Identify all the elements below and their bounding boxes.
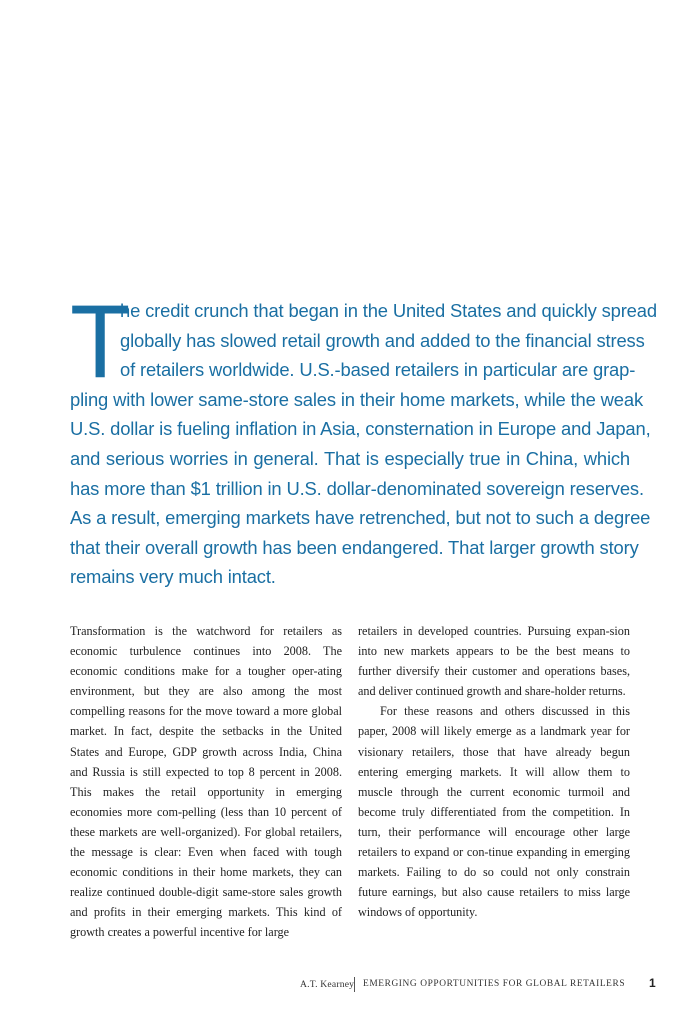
- page-number: 1: [649, 976, 656, 990]
- footer-divider: [354, 977, 355, 992]
- lead-line: As a result, emerging markets have retrenched, but not to such a degree: [70, 507, 651, 529]
- body-paragraph: Transformation is the watchword for retailers as economic turbulence continues into 2008. The economic conditions make for a tougher oper-ating environment, but they are also among the most compelling reasons for the move toward a more global market. In fact, despite the setbacks in the United States and Europe, GDP growth across India, China and Russia is still expected to top 8 percent in 2008. This makes the retail opportunity in emerging economies more com-pelling (less than 10 percent of these markets are well-organized). For global retailers, the message is clear: Even when faced with tough economic conditions in their home markets, they can realize continued double-digit same-store sales growth and profits in their emerging markets. This kind of growth creates a powerful incentive for large: [70, 624, 342, 940]
- footer-brand: A.T. Kearney: [300, 979, 355, 990]
- lead-paragraph: [70, 284, 657, 592]
- footer-title: EMERGING OPPORTUNITIES FOR GLOBAL RETAILERS: [363, 979, 626, 989]
- lead-line: of retailers worldwide. U.S.-based retailers in particular are grap-: [120, 359, 636, 381]
- body-column-right: [358, 621, 630, 922]
- lead-line: pling with lower same-store sales in their home markets, while the weak: [70, 388, 643, 410]
- body-column-left: [70, 621, 342, 943]
- body-paragraph: For these reasons and others discussed in this paper, 2008 will likely emerge as a landmark year for visionary retailers, those that have already begun entering emerging markets. It will allow them to muscle through the current economic turmoil and become truly differentiated from the competition. In turn, their performance will encourage other large retailers to expand or con-tinue expanding in emerging markets. Failing to do so could not only constrain future earnings, but also cause retailers to miss large windows of opportunity.: [358, 704, 630, 920]
- lead-line: that their overall growth has been endangered. That larger growth story: [70, 536, 639, 558]
- drop-cap: T: [70, 284, 131, 400]
- body-paragraph: retailers in developed countries. Pursuing expan-sion into new markets appears to be the best means to further diversify their customer and operations bases, and deliver continued growth and share-holder returns.: [358, 624, 630, 699]
- lead-line: has more than $1 trillion in U.S. dollar-denominated sovereign reserves.: [70, 477, 644, 499]
- lead-line: remains very much intact.: [70, 566, 276, 588]
- lead-line: he credit crunch that began in the United States and quickly spread: [120, 300, 657, 321]
- lead-line: and serious worries in general. That is especially true in China, which: [70, 447, 630, 469]
- lead-line: U.S. dollar is fueling inflation in Asia, consternation in Europe and Japan,: [70, 418, 651, 440]
- lead-line: globally has slowed retail growth and added to the financial stress: [120, 329, 645, 351]
- page-footer: [300, 978, 660, 994]
